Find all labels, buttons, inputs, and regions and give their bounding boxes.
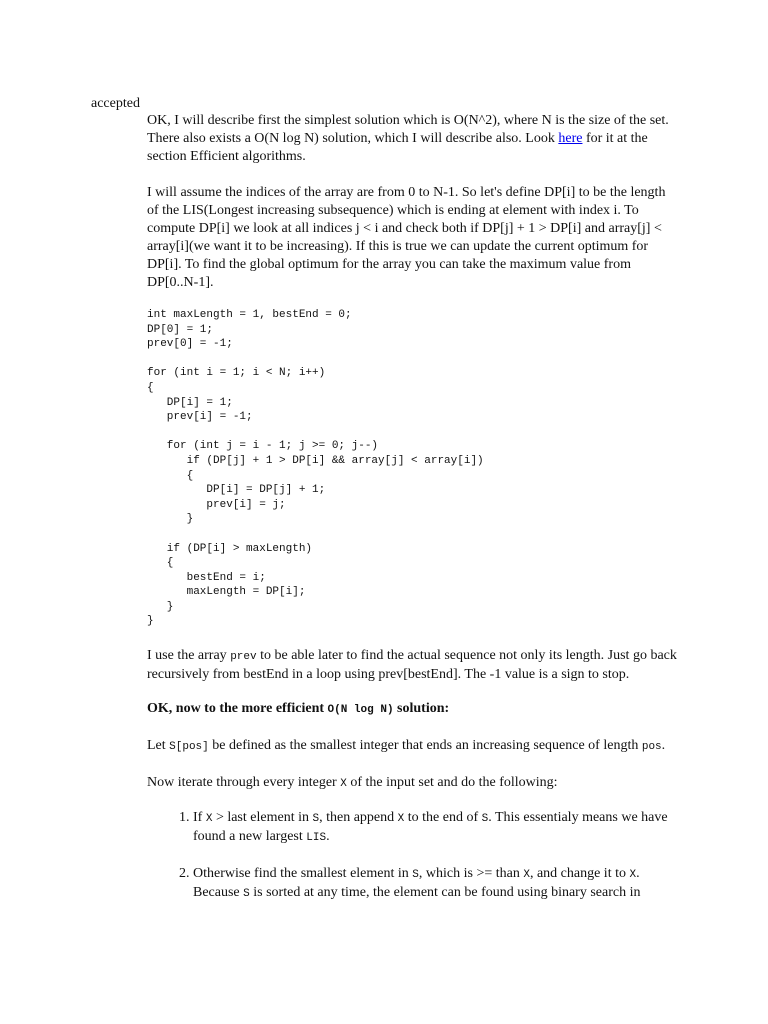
prev-text-after: to be able later to find the actual sequence not only its length. Just go back recursively from bestEnd in a loop using prev[bestEnd]. The -1 value is a sign to stop. — [147, 648, 677, 683]
item-code: X — [629, 869, 637, 882]
item-code: X — [205, 813, 213, 826]
item-code: LIS — [306, 832, 327, 845]
item-text: Otherwise find the smallest element in — [193, 866, 413, 882]
s-def-text: Let — [147, 738, 170, 754]
prev-code: prev — [230, 651, 257, 664]
dp-explanation-paragraph: I will assume the indices of the array are from 0 to N-1. So let's define DP[i] to be the length of the LIS(Longest increasing subsequence) which is ending at element with index i. To compute DP[i] we look at all indices j < i and check both if DP[j] + 1 > DP[i] and array[j] < array[i](we want it to be increasing). If this is true we can update the current optimum for DP[i]. To find the global optimum for the array you can take the maximum value from DP[0..N-1]. — [147, 185, 666, 290]
steps-list — [147, 809, 677, 903]
accepted-label: accepted — [91, 96, 140, 111]
prev-explanation-paragraph — [147, 647, 677, 684]
item-text: , then append — [319, 810, 398, 826]
item-code: S — [243, 888, 250, 901]
s-pos-code: S[pos] — [169, 741, 209, 754]
answer-body — [147, 112, 677, 921]
item-code: S — [312, 813, 320, 826]
list-item — [193, 865, 677, 903]
item-text: . — [326, 829, 330, 845]
item-text: If — [193, 810, 206, 826]
code-block: int maxLength = 1, bestEnd = 0; DP[0] = 1; prev[0] = -1; for (int i = 1; i < N; i++) { DP[i] = 1; prev[i] = -1; for (int j = i - 1; j >= 0; j--) if (DP[j] + 1 > DP[i] && array[j] < array[i]) { DP[i] = DP[j] + 1; prev[i] = j; } if (DP[i] > maxLength) { bestEnd = i; maxLength = DP[i]; } } — [147, 309, 484, 628]
iterate-paragraph — [147, 774, 677, 793]
item-code: S — [481, 813, 489, 826]
x-code: X — [340, 778, 347, 791]
intro-paragraph — [147, 112, 677, 166]
item-code: X — [523, 869, 530, 882]
item-text: . Because — [193, 866, 640, 901]
heading-text: OK, now to the more efficient — [147, 701, 328, 717]
item-code: S — [412, 869, 419, 882]
prev-text: I use the array — [147, 648, 231, 664]
item-text: > last element in — [212, 810, 313, 826]
pos-code: pos — [641, 741, 662, 754]
intro-text: OK, I will describe first the simplest solution which is O(N^2), where N is the size of the set. There also exists a O(N log N) solution, which I will describe also. Look — [147, 113, 669, 146]
efficient-solution-heading — [147, 700, 677, 719]
heading-text-after: solution: — [393, 701, 450, 717]
iterate-text: Now iterate through every integer — [147, 775, 341, 791]
list-item — [193, 809, 677, 847]
s-def-text-mid: be defined as the smallest integer that ends an increasing sequence of length — [208, 738, 642, 754]
s-def-text-end: . — [661, 738, 666, 754]
intro-text-after: for it at the section Efficient algorithms. — [147, 131, 648, 164]
s-definition-paragraph — [147, 737, 677, 756]
item-text: . This essentialy means we have found a new largest — [193, 810, 668, 845]
item-text: , which is >= than — [418, 866, 524, 882]
heading-code: O(N log N) — [327, 704, 394, 717]
item-text: is sorted at any time, the element can be found using binary search in — [249, 885, 641, 901]
item-text: , and change it to — [529, 866, 630, 882]
item-code: X — [397, 813, 405, 826]
item-text: to the end of — [404, 810, 482, 826]
iterate-text-after: of the input set and do the following: — [346, 775, 558, 791]
here-link[interactable]: here — [558, 131, 583, 146]
